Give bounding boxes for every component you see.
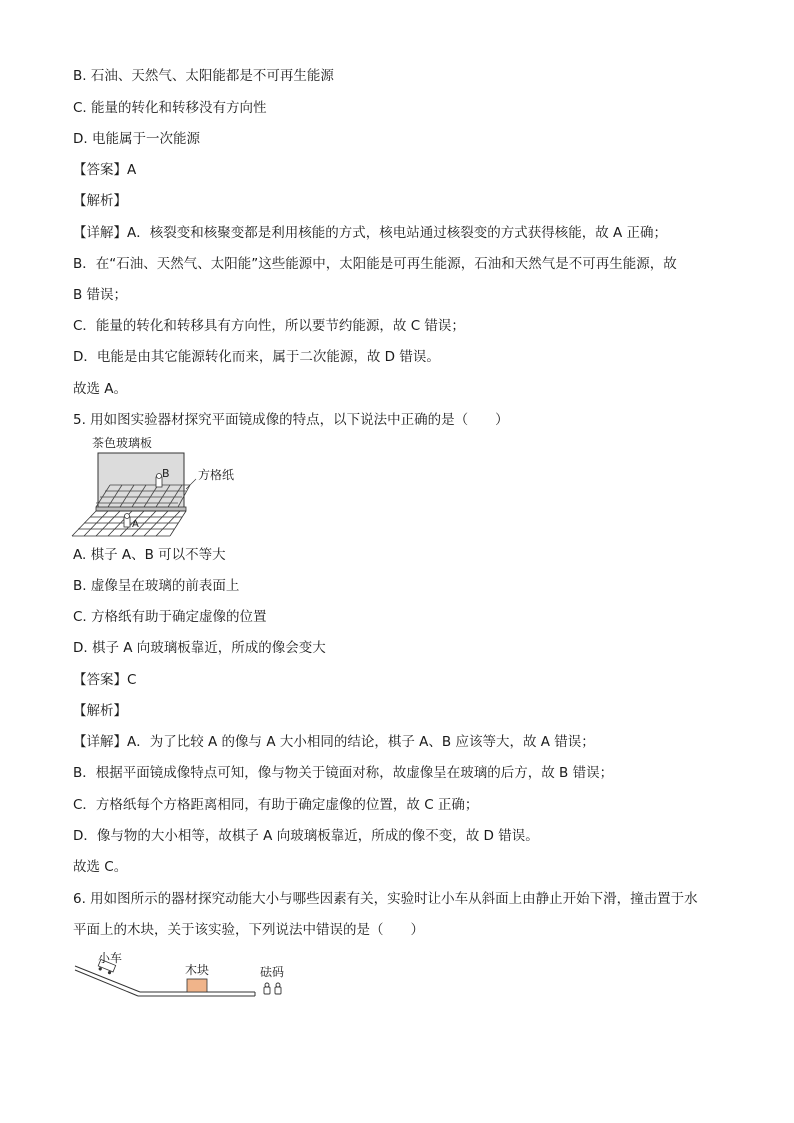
q6-stem-line2: 平面上的木块，关于该实验，下列说法中错误的是（ ） <box>73 922 424 938</box>
piece-b-label: B <box>162 467 170 480</box>
block-label: 木块 <box>185 963 210 977</box>
glass-base <box>96 507 186 511</box>
q4-option-d: D. 电能属于一次能源 <box>73 131 200 147</box>
q5-mirror-figure <box>70 433 270 543</box>
q4-detail-b-line1: B．在“石油、天然气、太阳能”这些能源中，太阳能是可再生能源，石油和天然气是不可再生能源，故 <box>73 256 677 272</box>
weights <box>264 983 281 994</box>
q6-kinetic-energy-figure <box>70 952 300 1002</box>
q5-analysis-heading: 【解析】 <box>73 703 127 719</box>
cart-label: 小车 <box>98 952 123 965</box>
q4-option-b: B. 石油、天然气、太阳能都是不可再生能源 <box>73 68 334 84</box>
q5-option-d: D. 棋子 A 向玻璃板靠近，所成的像会变大 <box>73 640 326 656</box>
q4-detail-a: 【详解】A．核裂变和核聚变都是利用核能的方式，核电站通过核裂变的方式获得核能，故 A 正确； <box>73 225 668 241</box>
glass-label: 茶色玻璃板 <box>92 436 153 450</box>
piece-a-label: A <box>132 519 139 530</box>
q4-option-c: C. 能量的转化和转移没有方向性 <box>73 100 267 116</box>
q5-conclusion: 故选 C。 <box>73 859 128 875</box>
q5-option-a: A. 棋子 A、B 可以不等大 <box>73 547 226 563</box>
q5-detail-c: C．方格纸每个方格距离相同，有助于确定虚像的位置，故 C 正确； <box>73 797 479 813</box>
q5-answer: 【答案】C <box>73 672 137 688</box>
q5-detail-a: 【详解】A．为了比较 A 的像与 A 大小相同的结论，棋子 A、B 应该等大，故 A 错误； <box>73 734 595 750</box>
q5-detail-b: B．根据平面镜成像特点可知，像与物关于镜面对称，故虚像呈在玻璃的后方，故 B 错误； <box>73 765 614 781</box>
q4-analysis-heading: 【解析】 <box>73 193 127 209</box>
q5-option-c: C. 方格纸有助于确定虚像的位置 <box>73 609 267 625</box>
q5-option-b: B. 虚像呈在玻璃的前表面上 <box>73 578 240 594</box>
grid-paper-label: 方格纸 <box>198 468 235 482</box>
weights-label: 砝码 <box>260 965 285 979</box>
chess-piece-a <box>124 514 130 528</box>
q6-stem-line1: 6. 用如图所示的器材探究动能大小与哪些因素有关，实验时让小车从斜面上由静止开始下滑，撞击置于水 <box>73 891 698 907</box>
q4-answer: 【答案】A <box>73 162 137 178</box>
q4-detail-d: D．电能是由其它能源转化而来，属于二次能源，故 D 错误。 <box>73 349 440 365</box>
q4-conclusion: 故选 A。 <box>73 381 128 397</box>
incline-track <box>75 966 255 996</box>
q4-detail-b-line2: B 错误； <box>73 287 128 303</box>
q4-detail-c: C．能量的转化和转移具有方向性，所以要节约能源，故 C 错误； <box>73 318 465 334</box>
q5-detail-d: D．像与物的大小相等，故棋子 A 向玻璃板靠近，所成的像不变，故 D 错误。 <box>73 828 539 844</box>
wooden-block <box>187 979 207 992</box>
q5-stem: 5. 用如图实验器材探究平面镜成像的特点，以下说法中正确的是（ ） <box>73 412 509 428</box>
